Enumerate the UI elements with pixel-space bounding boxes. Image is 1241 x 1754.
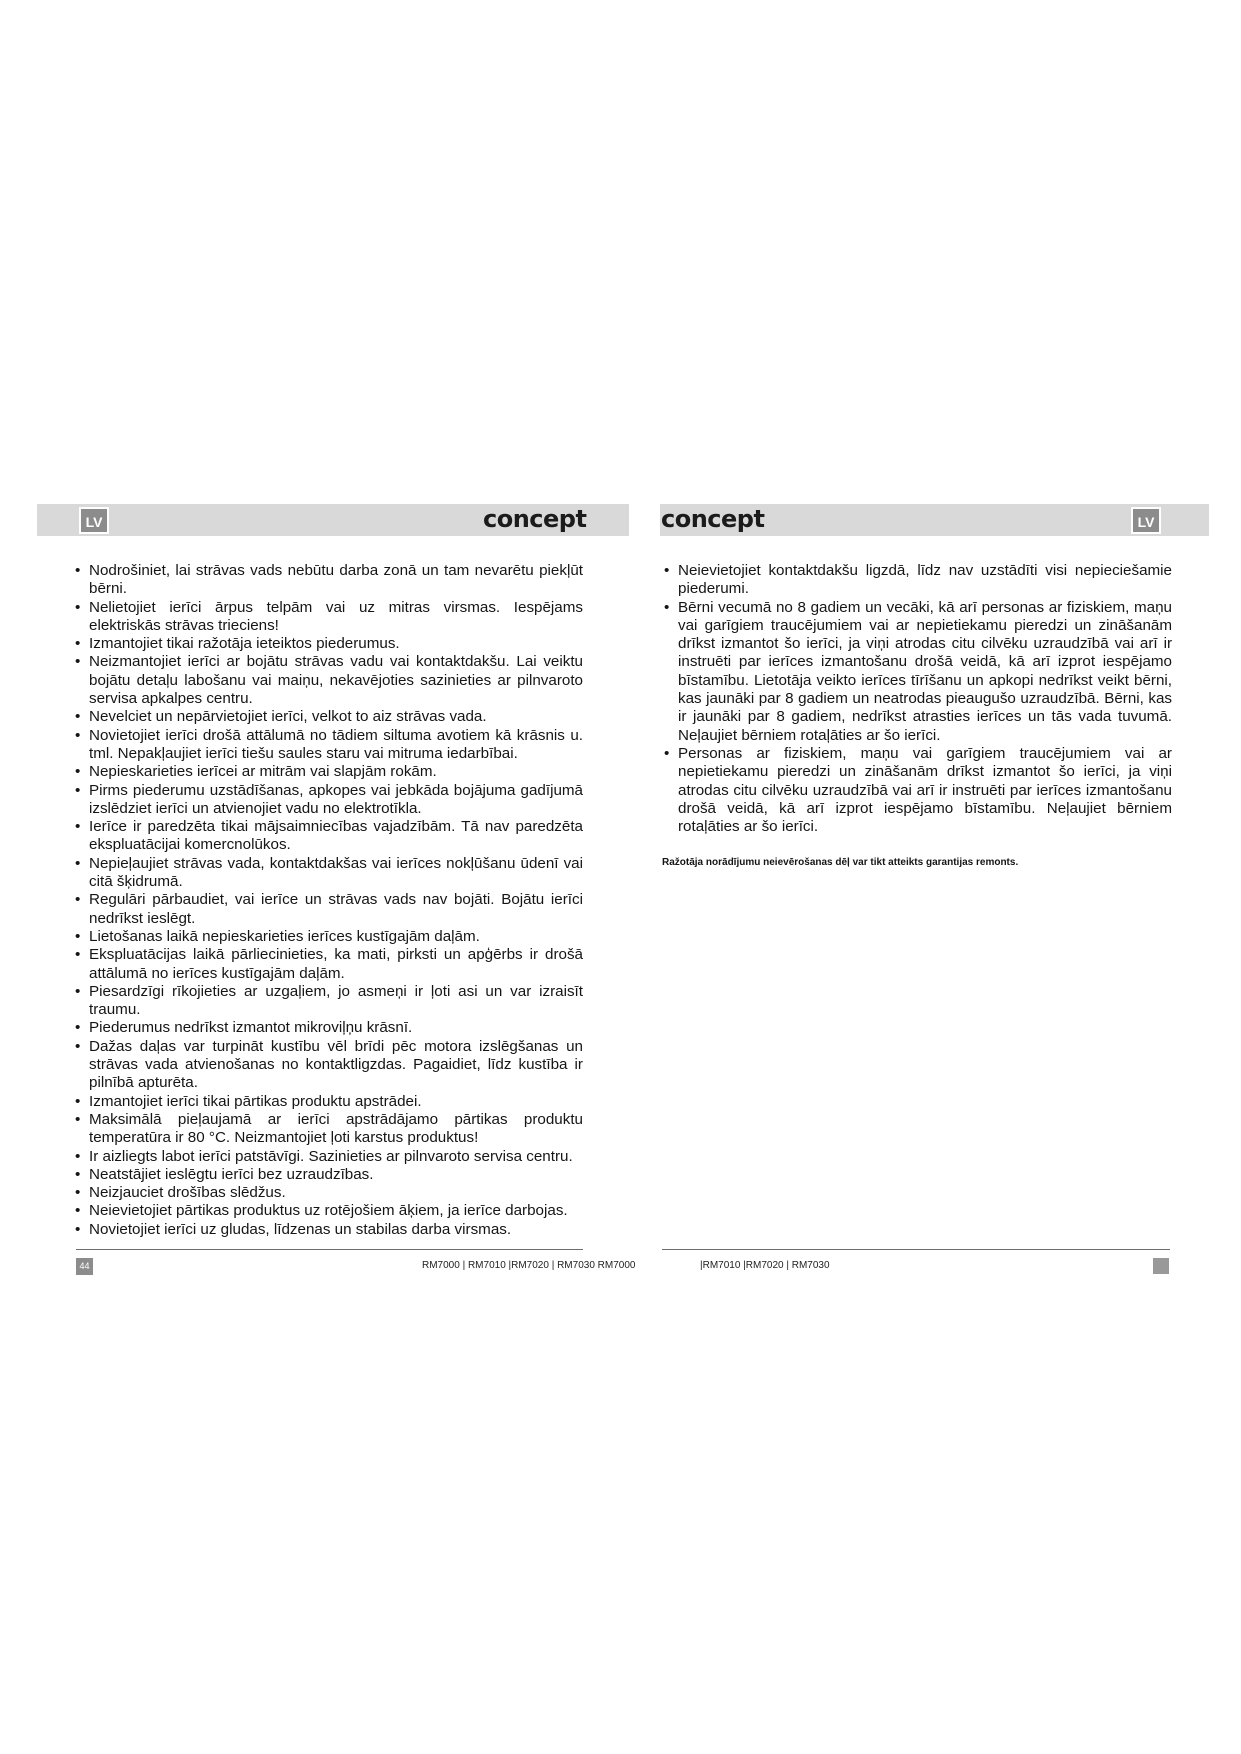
list-item: • Neizjauciet drošības slēdžus. [73, 1184, 583, 1202]
list-item: • Ekspluatācijas laikā pārliecinieties, ka mati, pirksti un apģērbs ir drošā attālumā no ierīces kustīgajām daļām. [73, 946, 583, 983]
footer-divider-left [76, 1249, 583, 1250]
list-item: • Nelietojiet ierīci ārpus telpām vai uz mitras virsmas. Iespējams elektriskās strāvas trieciens! [73, 599, 583, 636]
list-item: • Novietojiet ierīci uz gludas, līdzenas un stabilas darba virsmas. [73, 1221, 583, 1239]
list-item: • Nevelciet un nepārvietojiet ierīci, velkot to aiz strāvas vada. [73, 708, 583, 726]
list-item: • Maksimālā pieļaujamā ar ierīci apstrādājamo pārtikas produktu temperatūra ir 80 °C. Neizmantojiet ļoti karstus produktus! [73, 1111, 583, 1148]
list-item: • Lietošanas laikā nepieskarieties ierīces kustīgajām daļām. [73, 928, 583, 946]
list-item: • Regulāri pārbaudiet, vai ierīce un strāvas vads nav bojāti. Bojātu ierīci nedrīkst ieslēgt. [73, 891, 583, 928]
list-item: • Ir aizliegts labot ierīci patstāvīgi. Sazinieties ar pilnvaroto servisa centru. [73, 1148, 583, 1166]
list-item: • Nodrošiniet, lai strāvas vads nebūtu darba zonā un tam nevarētu piekļūt bērni. [73, 562, 583, 599]
safety-list-right [662, 562, 1172, 836]
list-item: • Bērni vecumā no 8 gadiem un vecāki, kā arī personas ar fiziskiem, maņu vai garīgiem traucējumiem vai ar nepietiekamu pieredzi un zināšanām drīkst izmantot šo ierīci, ja viņi atrodas citu cilvēku uzraudzībā vai arī ir instruēti par ierīces izmantošanu drošā veidā, kā arī izprot iespējamo bīstamību. Lietotāja veikto ierīces tīrīšanu un apkopi nedrīkst veikt bērni, kas jaunāki par 8 gadiem un neatrodas pieaugušo uzraudzībā. Bērni, kas ir jaunāki par 8 gadiem, nedrīkst atrasties ierīces un tās vada tuvumā. Neļaujiet bērniem rotaļāties ar šo ierīci. [662, 599, 1172, 745]
list-item: • Izmantojiet tikai ražotāja ieteiktos piederumus. [73, 635, 583, 653]
list-item: • Izmantojiet ierīci tikai pārtikas produktu apstrādei. [73, 1093, 583, 1111]
list-item: • Ierīce ir paredzēta tikai mājsaimniecības vajadzībām. Tā nav paredzēta ekspluatācijai komercnolūkos. [73, 818, 583, 855]
list-item: • Nepieskarieties ierīcei ar mitrām vai slapjām rokām. [73, 763, 583, 781]
model-numbers-right: |RM7010 |RM7020 | RM7030 [700, 1260, 830, 1271]
list-item: • Dažas daļas var turpināt kustību vēl brīdi pēc motora izslēgšanas un strāvas vada atvienošanas no kontaktligzdas. Pagaidiet, līdz kustība ir pilnībā apturēta. [73, 1038, 583, 1093]
list-item: • Piederumus nedrīkst izmantot mikroviļņu krāsnī. [73, 1019, 583, 1037]
brand-logo-right: concept [661, 505, 765, 533]
list-item: • Novietojiet ierīci drošā attālumā no tādiem siltuma avotiem kā krāsnis u. tml. Nepakļaujiet ierīci tiešu saules staru vai mitruma iedarbībai. [73, 727, 583, 764]
warranty-note: Ražotāja norādījumu neievērošanas dēļ var tikt atteikts garantijas remonts. [662, 857, 1019, 868]
list-item: • Nepieļaujiet strāvas vada, kontaktdakšas vai ierīces nokļūšanu ūdenī vai citā šķidrumā. [73, 855, 583, 892]
list-item: • Neatstājiet ieslēgtu ierīci bez uzraudzības. [73, 1166, 583, 1184]
list-item: • Piesardzīgi rīkojieties ar uzgaļiem, jo asmeņi ir ļoti asi un var izraisīt traumu. [73, 983, 583, 1020]
footer-divider-right [662, 1249, 1170, 1250]
list-item: • Neievietojiet kontaktdakšu ligzdā, līdz nav uzstādīti visi nepieciešamie piederumi. [662, 562, 1172, 599]
page-number-square [1153, 1258, 1169, 1274]
language-tag-right: LV [1131, 507, 1161, 534]
list-item: • Neizmantojiet ierīci ar bojātu strāvas vadu vai kontaktdakšu. Lai veiktu bojātu detaļu labošanu vai maiņu, nekavējoties sazinieties ar pilnvaroto servisa apkalpes centru. [73, 653, 583, 708]
safety-list-left [73, 562, 583, 1239]
list-item: • Pirms piederumu uzstādīšanas, apkopes vai jebkāda bojājuma gadījumā izslēdziet ierīci un atvienojiet vadu no elektrotīkla. [73, 782, 583, 819]
language-tag-left: LV [79, 507, 109, 534]
list-item: • Personas ar fiziskiem, maņu vai garīgiem traucējumiem vai ar nepietiekamu pieredzi un zināšanām drīkst izmantot šo ierīci, ja viņi atrodas citu cilvēku uzraudzībā vai arī ir instruēti par ierīces izmantošanu drošā veidā, kā arī izprot iespējamo bīstamību. Neļaujiet bērniem rotaļāties ar šo ierīci. [662, 745, 1172, 836]
list-item: • Neievietojiet pārtikas produktus uz rotējošiem āķiem, ja ierīce darbojas. [73, 1202, 583, 1220]
page-number-badge: 44 [76, 1258, 93, 1275]
brand-logo-left: concept [483, 505, 587, 533]
model-numbers-left: RM7000 | RM7010 |RM7020 | RM7030 RM7000 [422, 1260, 636, 1271]
